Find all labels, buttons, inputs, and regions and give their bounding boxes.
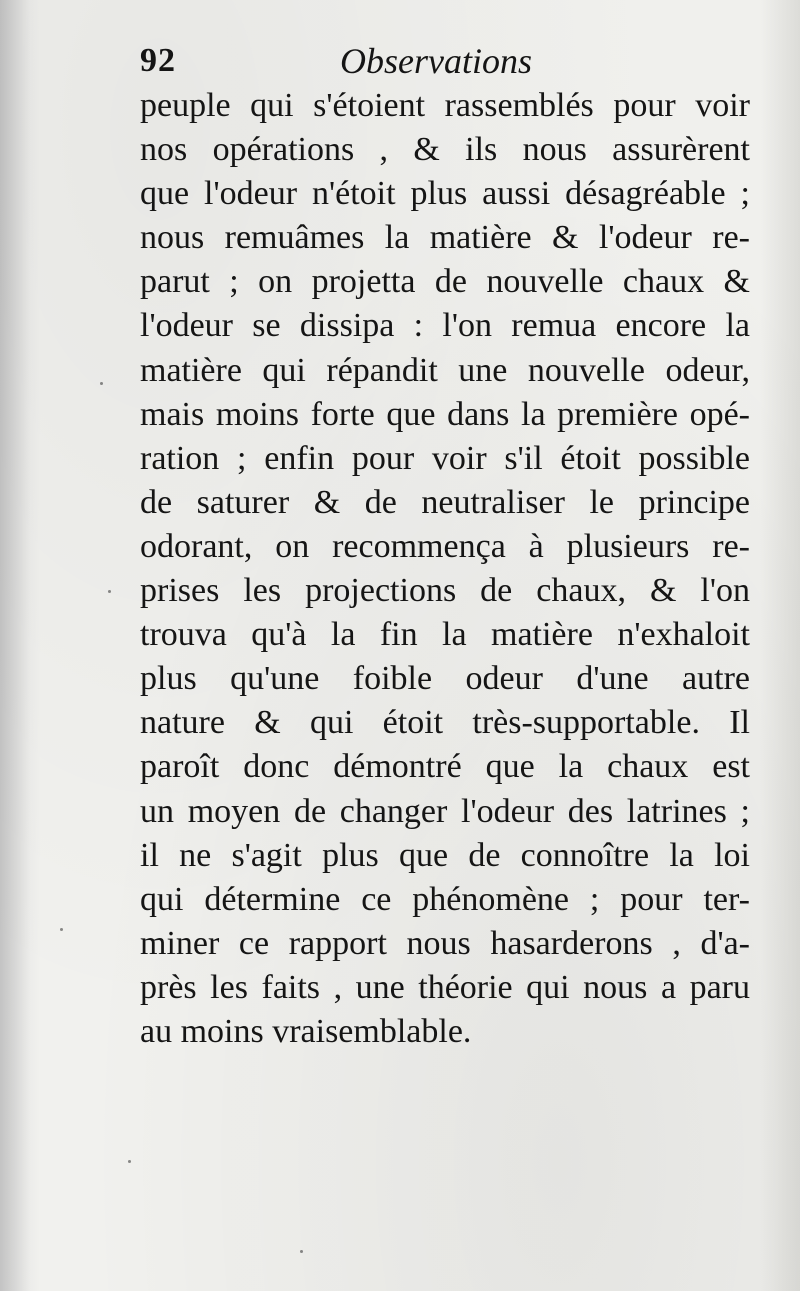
text-line: miner ce rapport nous hasarderons , d'a-	[140, 924, 750, 962]
text-line: ration ; enfin pour voir s'il étoit possible	[140, 439, 750, 477]
text-line: il ne s'agit plus que de connoître la loi	[140, 836, 750, 874]
page-number: 92	[140, 42, 176, 79]
text-line: nous remuâmes la matière & l'odeur re-	[140, 219, 750, 257]
text-line: mais moins forte que dans la première opé-	[140, 395, 750, 433]
running-head: Observations	[340, 41, 532, 81]
text-line: matière qui répandit une nouvelle odeur,	[140, 351, 750, 389]
text-line: paroît donc démontré que la chaux est	[140, 748, 750, 786]
text-line: plus qu'une foible odeur d'une autre	[140, 660, 750, 698]
text-line: parut ; on projetta de nouvelle chaux &	[140, 263, 750, 301]
paper-speck	[128, 1160, 131, 1163]
text-line: nos opérations , & ils nous assurèrent	[140, 131, 750, 169]
paper-speck	[100, 382, 103, 385]
text-line-last: au moins vraisemblable.	[140, 1012, 472, 1050]
text-line: nature & qui étoit très-supportable. Il	[140, 704, 750, 742]
text-line: prises les projections de chaux, & l'on	[140, 572, 750, 610]
text-line: près les faits , une théorie qui nous a paru	[140, 968, 750, 1006]
gutter-shadow	[0, 0, 30, 1291]
text-line: que l'odeur n'étoit plus aussi désagréable ;	[140, 175, 750, 213]
page-header	[140, 38, 740, 88]
paper-speck	[108, 590, 111, 593]
text-line: de saturer & de neutraliser le principe	[140, 483, 750, 521]
body-text	[140, 84, 750, 1054]
text-line: trouva qu'à la fin la matière n'exhaloit	[140, 616, 750, 654]
paper-speck	[300, 1250, 303, 1253]
text-line: odorant, on recommença à plusieurs re-	[140, 527, 750, 565]
text-line: qui détermine ce phénomène ; pour ter-	[140, 880, 750, 918]
text-line: l'odeur se dissipa : l'on remua encore la	[140, 307, 750, 345]
text-line: un moyen de changer l'odeur des latrines ;	[140, 792, 750, 830]
text-line: peuple qui s'étoient rassemblés pour voir	[140, 87, 750, 124]
paper-speck	[60, 928, 63, 931]
